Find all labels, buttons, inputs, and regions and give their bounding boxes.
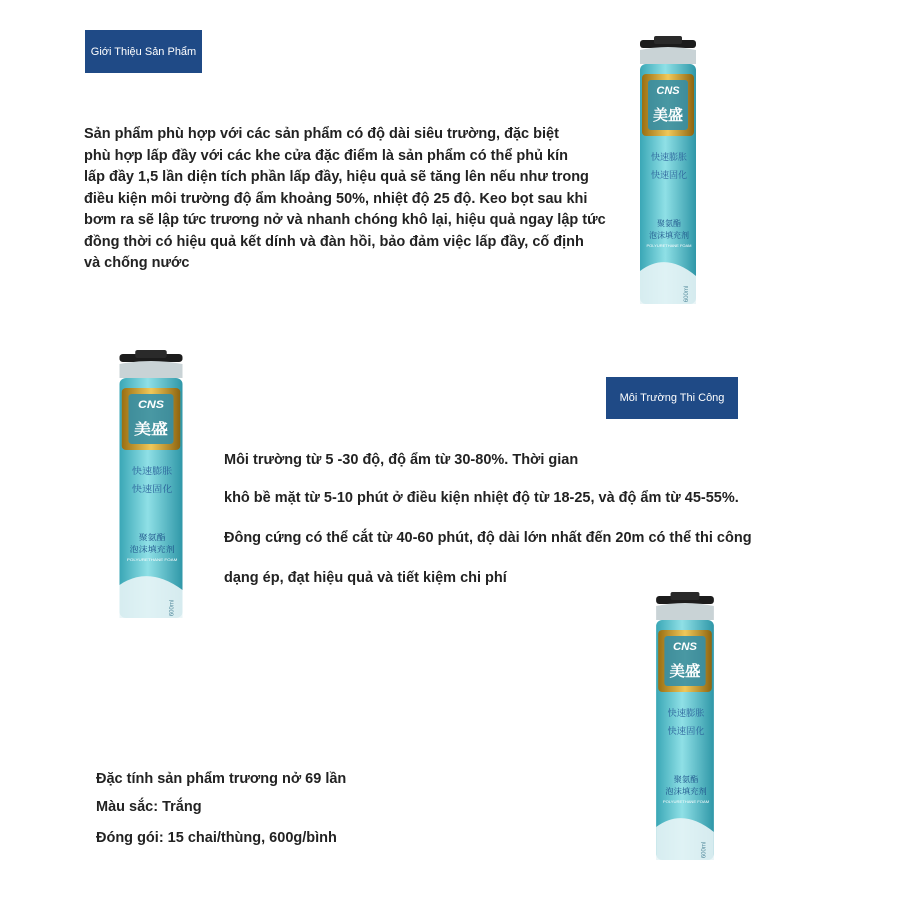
can-name-text: 聚氨酯 [673, 774, 699, 784]
can-name-en-text: POLYURETHANE FOAM [126, 557, 178, 562]
can-volume-text: 600ml [168, 599, 176, 617]
can-feature-text: 快速固化 [667, 727, 705, 737]
intro-line: lấp đầy 1,5 lần diện tích phần lấp đầy, hiệu quả sẽ tăng lên nếu như trong [84, 169, 589, 185]
can-brand-cn-text: 美盛 [134, 419, 168, 438]
environment-line: Môi trường từ 5 -30 độ, độ ẩm từ 30-80%. Thời gian [224, 452, 579, 468]
intro-line: điều kiện môi trường độ ẩm khoảng 50%, nhiệt độ 25 độ. Keo bọt sau khi [84, 190, 588, 207]
environment-line: khô bề mặt từ 5-10 phút ở điều kiện nhiệt độ từ 18-25, và độ ẩm từ 45-55%. [224, 490, 739, 506]
can-brand-cn-text: 美盛 [652, 106, 684, 124]
intro-line: phù hợp lấp đầy với các khe cửa đặc điểm là sản phẩm có thể phủ kín [84, 147, 568, 164]
product-can-image [636, 36, 700, 308]
can-brand-cn-text: 美盛 [669, 662, 701, 680]
can-name-en-text: POLYURETHANE FOAM [662, 799, 710, 804]
intro-line: bơm ra sẽ lập tức trương nở và nhanh chóng khô lại, hiệu quả ngay lập tức [84, 212, 606, 228]
environment-line: dạng ép, đạt hiệu quả và tiết kiệm chi phí [224, 570, 507, 586]
property-expansion: Đặc tính sản phẩm trương nở 69 lần [96, 771, 347, 787]
property-packaging: Đóng gói: 15 chai/thùng, 600g/bình [96, 830, 337, 846]
can-feature-text: 快速膨胀 [650, 153, 688, 163]
product-can-image [115, 350, 187, 622]
intro-line: đồng thời có hiệu quả kết dính và đàn hồi, bảo đảm việc lấp đầy, cố định [84, 233, 584, 250]
can-name-text: 泡沫填充剂 [649, 231, 689, 240]
property-color: Màu sắc: Trắng [96, 799, 202, 815]
can-brand-text: CNS [137, 398, 165, 411]
intro-line: Sản phẩm phù hợp với các sản phẩm có độ dài siêu trường, đặc biệt [84, 126, 559, 142]
properties-list [96, 771, 496, 861]
can-name-text: 泡沫填充剂 [129, 545, 175, 555]
environment-paragraph [224, 452, 824, 592]
can-brand-text: CNS [656, 85, 680, 97]
can-brand-text: CNS [673, 641, 697, 653]
can-feature-text: 快速膨胀 [131, 466, 173, 477]
section-tag-intro: Giới Thiệu Sản Phẩm [85, 30, 202, 73]
can-name-text: 聚氨酯 [138, 533, 166, 543]
section-tag-environment: Môi Trường Thi Công [606, 377, 738, 419]
can-feature-text: 快速固化 [131, 484, 173, 495]
intro-line: và chống nước [84, 255, 190, 271]
can-name-text: 泡沫填充剂 [665, 786, 707, 796]
environment-line: Đông cứng có thể cắt từ 40-60 phút, độ dài lớn nhất đến 20m có thể thi công [224, 530, 752, 546]
can-feature-text: 快速膨胀 [667, 709, 705, 719]
intro-paragraph [84, 124, 634, 275]
can-name-text: 聚氨酯 [657, 219, 681, 228]
can-volume-text: 600ml [684, 285, 690, 303]
can-feature-text: 快速固化 [650, 171, 688, 181]
can-volume-text: 600ml [700, 841, 708, 859]
can-name-en-text: POLYURETHANE FOAM [646, 243, 692, 248]
product-can-image [652, 592, 718, 864]
